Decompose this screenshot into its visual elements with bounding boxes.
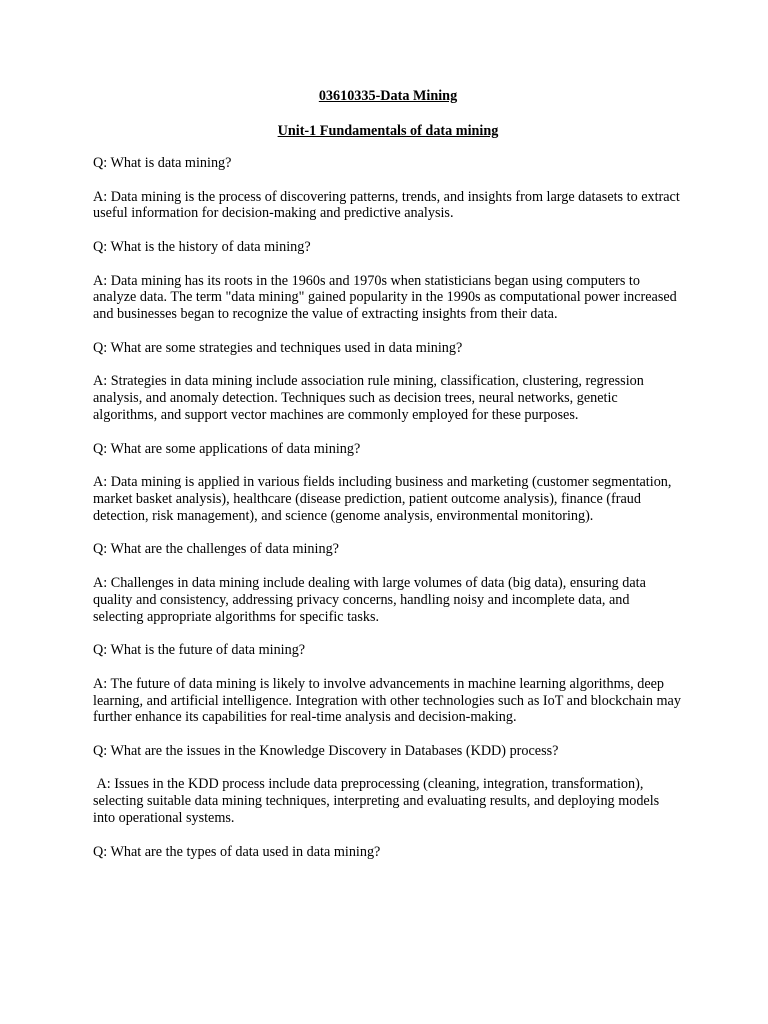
question-paragraph: Q: What are the types of data used in data mining? <box>93 843 381 860</box>
qa-list <box>93 155 683 860</box>
question-paragraph: Q: What are the challenges of data mining? <box>93 541 339 558</box>
question-paragraph: Q: What is the history of data mining? <box>93 238 311 255</box>
answer-paragraph: A: Data mining is the process of discovering patterns, trends, and insights from large datasets to extract useful information for decision-making and predictive analysis. <box>93 188 680 222</box>
unit-title: Unit-1 Fundamentals of data mining <box>277 123 499 139</box>
question-paragraph: Q: What is the future of data mining? <box>93 642 306 659</box>
document-page <box>93 87 683 877</box>
answer-paragraph: A: Data mining is applied in various fields including business and marketing (customer segmentation, market basket analysis), healthcare (disease prediction, patient outcome analysis), finance (fraud detection, risk management), and science (genome analysis, environmental monitoring). <box>93 474 672 524</box>
course-title: 03610335-Data Mining <box>318 88 458 104</box>
question-paragraph: Q: What is data mining? <box>93 155 232 171</box>
question-paragraph: Q: What are some applications of data mining? <box>93 440 361 457</box>
answer-paragraph: A: Challenges in data mining include dealing with large volumes of data (big data), ensuring data quality and consistency, addressing privacy concerns, handling noisy and incomplete data, and selecting appropriate algorithms for specific tasks. <box>93 574 646 625</box>
answer-paragraph: A: Issues in the KDD process include data preprocessing (cleaning, integration, transformation), selecting suitable data mining techniques, interpreting and evaluating results, and deploying models into operational systems. <box>93 776 663 827</box>
answer-paragraph: A: The future of data mining is likely to involve advancements in machine learning algorithms, deep learning, and artificial intelligence. Integration with other technologies such as IoT and blockchain may further enhance its capabilities for real-time analysis and decision-making. <box>93 675 681 726</box>
question-paragraph: Q: What are some strategies and techniques used in data mining? <box>93 339 463 356</box>
question-paragraph: Q: What are the issues in the Knowledge Discovery in Databases (KDD) process? <box>93 742 559 759</box>
answer-paragraph: A: Strategies in data mining include association rule mining, classification, clustering, regression analysis, and anomaly detection. Techniques such as decision trees, neural networks, genetic algorithms, and support vector machines are commonly employed for these purposes. <box>93 373 644 423</box>
answer-paragraph: A: Data mining has its roots in the 1960s and 1970s when statisticians began using computers to analyze data. The term "data mining" gained popularity in the 1990s as computational power increased and businesses began to recognize the value of extracting insights from their data. <box>93 272 677 323</box>
